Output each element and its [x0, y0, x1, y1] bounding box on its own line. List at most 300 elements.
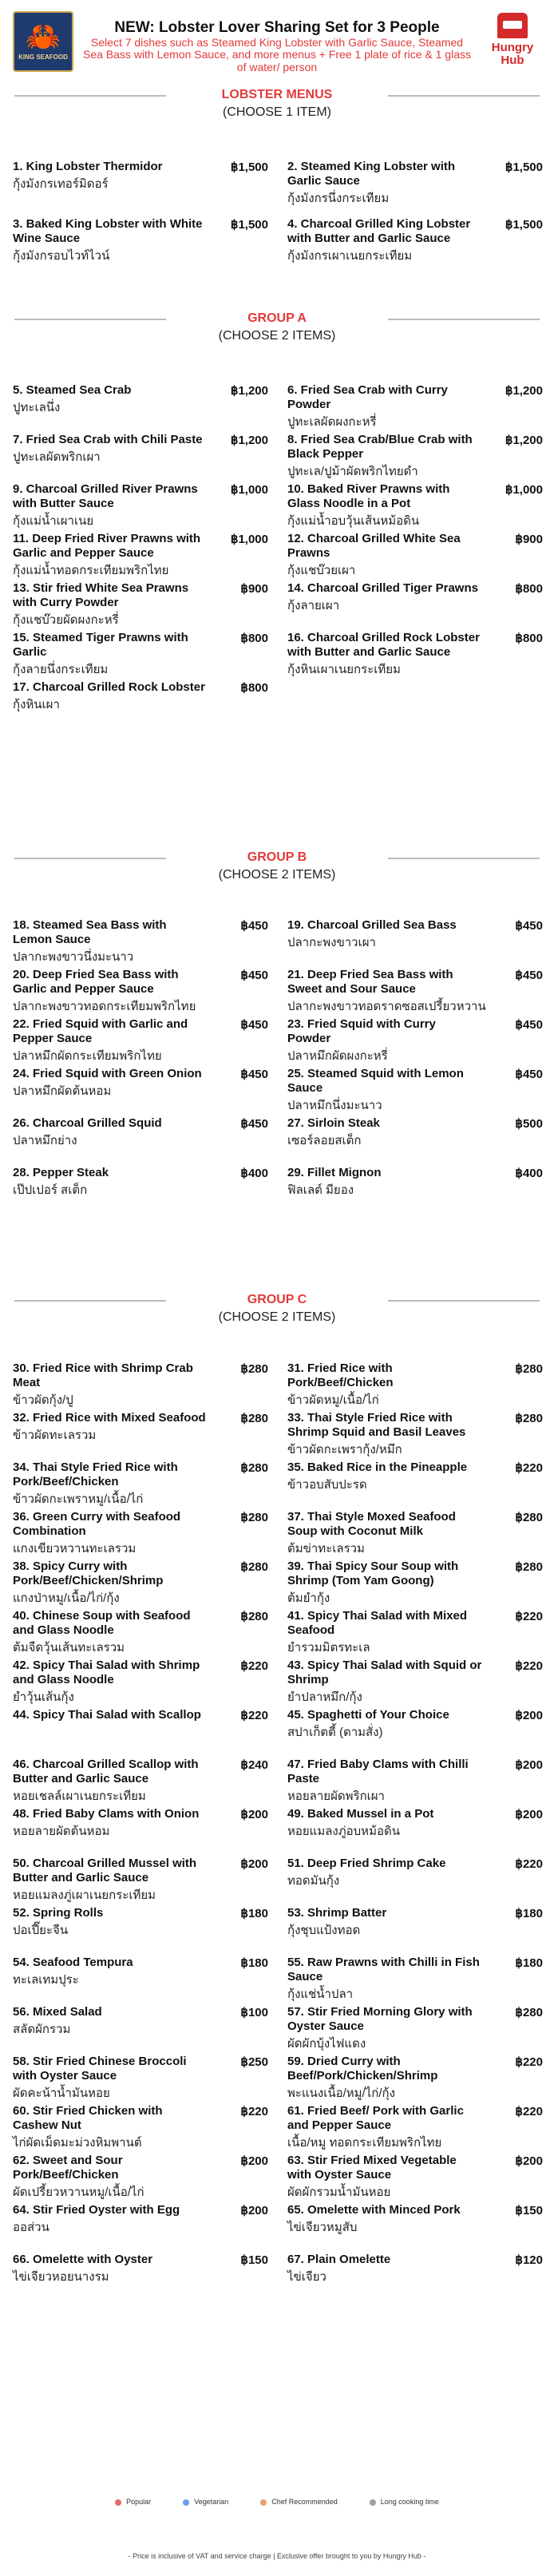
divider: [14, 1300, 166, 1302]
item-price: ฿220: [515, 2055, 543, 2069]
item-name: 11. Deep Fried River Prawns with Garlic and Pepper Sauce: [13, 532, 201, 560]
menu-item: [13, 160, 268, 192]
item-thai-name: ปูทะเลนึ่ง: [13, 401, 61, 414]
item-price: ฿450: [515, 1018, 543, 1032]
item-thai-name: เนื้อ/หมู ทอดกระเทียมพริกไทย: [287, 2136, 442, 2150]
promo-text: Select 7 dishes such as Steamed King Lobster with Garlic Sauce, Steamed Sea Bass with Lemon Sauce, and more menus + Free 1 plate of rice & 1 glass of water/ person: [83, 36, 471, 73]
menu-item: [13, 1807, 268, 1839]
item-thai-name: ข้าวอบสับปะรด: [287, 1478, 367, 1492]
item-thai-name: ผัดผักบุ้งไฟแดง: [287, 2037, 366, 2051]
item-price: ฿280: [240, 1412, 268, 1425]
item-name: 59. Dried Curry with Beef/Pork/Chicken/Shrimp: [287, 2055, 438, 2083]
item-price: ฿1,200: [505, 434, 543, 447]
item-name: 54. Seafood Tempura: [13, 1956, 133, 1969]
item-price: ฿200: [240, 1808, 268, 1821]
menu-item: [13, 2005, 268, 2037]
menu-item: [13, 1559, 268, 1606]
legend-entry: [115, 2498, 151, 2506]
menu-item: [13, 1708, 268, 1726]
item-name: 4. Charcoal Grilled King Lobster with Butter and Garlic Sauce: [287, 217, 471, 245]
menu-item: [287, 482, 543, 529]
item-thai-name: กุ้งชุบแป้งทอด: [287, 1924, 361, 1937]
section-subtitle: (CHOOSE 2 ITEMS): [218, 1310, 336, 1324]
item-name: 35. Baked Rice in the Pineapple: [287, 1460, 468, 1474]
menu-item: [13, 1166, 268, 1198]
item-name: 46. Charcoal Grilled Scallop with Butter and Garlic Sauce: [13, 1758, 199, 1785]
item-name: 16. Charcoal Grilled Rock Lobster with Butter and Garlic Sauce: [287, 631, 480, 659]
divider: [388, 319, 540, 320]
item-name: 40. Chinese Soup with Seafood and Glass Noodle: [13, 1609, 191, 1637]
menu-item: [287, 1067, 543, 1113]
section-title: GROUP B: [247, 850, 307, 864]
item-name: 3. Baked King Lobster with White Wine Sauce: [13, 217, 203, 245]
item-name: 43. Spicy Thai Salad with Squid or Shrimp: [287, 1659, 482, 1686]
item-name: 34. Thai Style Fried Rice with Pork/Beef/Chicken: [13, 1460, 178, 1488]
section-title: GROUP A: [247, 311, 307, 325]
menu-item: [287, 2203, 543, 2235]
menu-item: [287, 2154, 543, 2200]
footer-note: - Price is inclusive of VAT and service charge | Exclusive offer brought to you by Hungry Hub -: [128, 2552, 426, 2560]
item-name: 26. Charcoal Grilled Squid: [13, 1116, 162, 1130]
item-thai-name: ปูทะเลผัดผงกะหรี่: [287, 415, 377, 429]
legend-label: Chef Recommended: [271, 2498, 338, 2506]
item-name: 64. Stir Fried Oyster with Egg: [13, 2203, 180, 2217]
item-price: ฿180: [515, 1907, 543, 1920]
item-price: ฿1,200: [505, 384, 543, 398]
item-thai-name: ยำรวมมิตรทะเล: [287, 1641, 370, 1655]
section-subtitle: (CHOOSE 2 ITEMS): [218, 868, 336, 882]
menu-item: [13, 631, 268, 677]
item-name: 56. Mixed Salad: [13, 2005, 102, 2019]
item-price: ฿800: [240, 632, 268, 645]
item-thai-name: เซอร์ลอยสเต็ก: [287, 1134, 362, 1147]
item-price: ฿800: [515, 582, 543, 596]
menu-item: [287, 581, 543, 613]
item-name: 23. Fried Squid with Curry Powder: [287, 1017, 436, 1045]
item-name: 25. Steamed Squid with Lemon Sauce: [287, 1067, 464, 1095]
menu-item: [287, 217, 543, 264]
legend-dot-icon: [260, 2499, 267, 2506]
item-price: ฿220: [240, 1709, 268, 1722]
item-price: ฿280: [240, 1560, 268, 1574]
item-thai-name: หอยเชลล์เผาเนยกระเทียม: [13, 1789, 146, 1803]
item-price: ฿100: [240, 2006, 268, 2019]
restaurant-brand: KING SEAFOOD: [18, 53, 68, 61]
item-name: 60. Stir Fried Chicken with Cashew Nut: [13, 2104, 163, 2132]
item-price: ฿120: [515, 2253, 543, 2267]
item-name: 42. Spicy Thai Salad with Shrimp and Glass Noodle: [13, 1659, 200, 1686]
item-price: ฿280: [240, 1461, 268, 1475]
hungry-hub-name: Hungry Hub: [491, 41, 534, 67]
item-name: 33. Thai Style Fried Rice with Shrimp Squid and Basil Leaves: [287, 1411, 466, 1439]
item-name: 10. Baked River Prawns with Glass Noodle in a Pot: [287, 482, 450, 510]
menu-item: [287, 1906, 543, 1938]
item-name: 49. Baked Mussel in a Pot: [287, 1807, 434, 1821]
item-thai-name: หอยลายผัดพริกเผา: [287, 1789, 385, 1803]
item-price: ฿1,200: [230, 434, 268, 447]
menu-item: [13, 1659, 268, 1705]
item-price: ฿1,000: [505, 483, 543, 497]
item-name: 8. Fried Sea Crab/Blue Crab with Black Pepper: [287, 433, 473, 461]
menu-item: [287, 1460, 543, 1492]
item-price: ฿240: [240, 1758, 268, 1772]
item-name: 14. Charcoal Grilled Tiger Prawns: [287, 581, 478, 595]
item-thai-name: ปลากะพงขาวทอดราดซอสเปรี้ยวหวาน: [287, 1000, 486, 1013]
legend-entry: [260, 2498, 338, 2506]
item-price: ฿200: [515, 1709, 543, 1722]
menu-item: [13, 1361, 268, 1408]
menu-item: [287, 968, 543, 1014]
item-thai-name: ปลาหมึกย่าง: [13, 1134, 77, 1147]
item-name: 55. Raw Prawns with Chilli in Fish Sauce: [287, 1956, 480, 1984]
legend-dot-icon: [183, 2499, 189, 2506]
item-thai-name: ปลากะพงขาวนึ่งมะนาว: [13, 950, 134, 964]
item-thai-name: กุ้งแม่น้ำเผาเนย: [13, 514, 94, 528]
item-name: 62. Sweet and Sour Pork/Beef/Chicken: [13, 2154, 123, 2182]
item-price: ฿450: [240, 1018, 268, 1032]
item-name: 6. Fried Sea Crab with Curry Powder: [287, 383, 448, 411]
item-price: ฿220: [240, 1659, 268, 1673]
item-price: ฿450: [240, 969, 268, 982]
item-price: ฿180: [240, 1956, 268, 1970]
menu-item: [287, 383, 543, 430]
menu-item: [287, 1559, 543, 1606]
item-thai-name: แกงเขียวหวานทะเลรวม: [13, 1542, 137, 1556]
menu-item: [13, 1017, 268, 1064]
item-price: ฿150: [515, 2204, 543, 2217]
page-title: NEW: Lobster Lover Sharing Set for 3 People: [114, 19, 440, 36]
menu-item: [287, 2253, 543, 2285]
menu-item: [13, 680, 268, 712]
menu-item: [13, 2203, 268, 2235]
divider: [14, 858, 166, 859]
menu-item: [287, 160, 543, 206]
item-price: ฿180: [515, 1956, 543, 1970]
item-price: ฿1,500: [230, 161, 268, 174]
item-price: ฿800: [515, 632, 543, 645]
item-price: ฿250: [240, 2055, 268, 2069]
item-thai-name: เป๊ปเปอร์ สเต็ก: [13, 1183, 88, 1197]
item-thai-name: กุ้งมังกรอบไวท์ไวน์: [13, 249, 110, 263]
menu-item: [287, 1017, 543, 1064]
item-thai-name: กุ้งแชบ๊วยผัดผงกะหรี่: [13, 613, 119, 627]
item-thai-name: ยำปลาหมึก/กุ้ง: [287, 1690, 362, 1704]
item-name: 18. Steamed Sea Bass with Lemon Sauce: [13, 918, 167, 946]
item-thai-name: ผัดคะน้าน้ำมันหอย: [13, 2087, 110, 2100]
item-thai-name: ปลาหมึกผัดผงกะหรี่: [287, 1049, 388, 1063]
menu-item: [287, 1857, 543, 1888]
section-group-b: [0, 849, 554, 884]
item-thai-name: ผัดเปรี้ยวหวานหมู/เนื้อ/ไก่: [13, 2186, 144, 2199]
menu-item: [287, 1758, 543, 1804]
hungry-hub-logo: [487, 13, 538, 67]
item-price: ฿280: [240, 1362, 268, 1376]
item-thai-name: ปลากะพงขาวเผา: [287, 936, 376, 949]
item-price: ฿280: [515, 1560, 543, 1574]
item-price: ฿450: [240, 1068, 268, 1081]
item-thai-name: หอยลายผัดต้นหอม: [13, 1825, 110, 1838]
item-name: 12. Charcoal Grilled White Sea Prawns: [287, 532, 461, 560]
menu-item: [287, 1361, 543, 1408]
section-title: GROUP C: [247, 1293, 307, 1306]
item-thai-name: กุ้งแชบ๊วยเผา: [287, 564, 356, 577]
section-subtitle: (CHOOSE 1 ITEM): [222, 105, 331, 119]
menu-item: [287, 433, 543, 479]
item-name: 7. Fried Sea Crab with Chili Paste: [13, 433, 203, 446]
menu-item: [13, 1609, 268, 1655]
item-price: ฿220: [515, 1659, 543, 1673]
item-name: 20. Deep Fried Sea Bass with Garlic and Pepper Sauce: [13, 968, 179, 996]
item-price: ฿1,500: [505, 161, 543, 174]
section-lobster: [0, 86, 554, 121]
item-name: 30. Fried Rice with Shrimp Crab Meat: [13, 1361, 193, 1389]
item-price: ฿200: [515, 1808, 543, 1821]
menu-item: [13, 433, 268, 465]
item-thai-name: ต้มจืดวุ้นเส้นทะเลรวม: [13, 1641, 125, 1655]
item-thai-name: ทอดมันกุ้ง: [287, 1874, 340, 1888]
item-price: ฿800: [240, 681, 268, 695]
legend-dot-icon: [115, 2499, 121, 2506]
item-thai-name: กุ้งลายเผา: [287, 599, 340, 612]
menu-item: [13, 1067, 268, 1099]
item-price: ฿220: [515, 1610, 543, 1623]
item-thai-name: กุ้งแม่น้ำทอดกระเทียมพริกไทย: [13, 564, 169, 577]
menu-item: [13, 1857, 268, 1903]
menu-item: [287, 1807, 543, 1839]
menu-item: [13, 2154, 268, 2200]
item-name: 32. Fried Rice with Mixed Seafood: [13, 1411, 206, 1425]
menu-item: [13, 1460, 268, 1507]
item-thai-name: กุ้งหินเผาเนยกระเทียม: [287, 663, 401, 676]
item-name: 50. Charcoal Grilled Mussel with Butter and Garlic Sauce: [13, 1857, 197, 1884]
item-thai-name: ข้าวผัดหมู/เนื้อ/ไก่: [287, 1393, 379, 1407]
item-price: ฿1,000: [230, 483, 268, 497]
legend-label: Vegetarian: [194, 2498, 229, 2506]
legend-label: Popular: [126, 2498, 152, 2506]
chef-hat-icon: [497, 13, 528, 38]
item-price: ฿280: [515, 1511, 543, 1524]
item-thai-name: ยำวุ้นเส้นกุ้ง: [13, 1690, 74, 1704]
section-group-a: [0, 310, 554, 345]
menu-item: [13, 2253, 268, 2285]
section-subtitle: (CHOOSE 2 ITEMS): [218, 329, 336, 343]
item-name: 61. Fried Beef/ Pork with Garlic and Pepper Sauce: [287, 2104, 464, 2132]
item-thai-name: ปูทะเล/ปูม้าผัดพริกไทยดำ: [287, 465, 418, 478]
item-thai-name: ฟิลเลต์ มียอง: [287, 1183, 354, 1197]
section-title: LOBSTER MENUS: [221, 88, 333, 101]
crab-icon: 🦀: [25, 19, 61, 53]
item-name: 63. Stir Fried Mixed Vegetable with Oyster Sauce: [287, 2154, 457, 2182]
item-price: ฿200: [240, 2204, 268, 2217]
item-price: ฿280: [515, 1362, 543, 1376]
menu-item: [287, 631, 543, 677]
item-price: ฿280: [515, 1412, 543, 1425]
item-thai-name: แกงป่าหมู/เนื้อ/ไก่/กุ้ง: [13, 1591, 120, 1605]
item-price: ฿200: [240, 2154, 268, 2168]
item-price: ฿220: [240, 2105, 268, 2118]
menu-item: [13, 918, 268, 965]
menu-item: [287, 1166, 543, 1198]
divider: [14, 95, 166, 97]
item-thai-name: ปูทะเลผัดพริกเผา: [13, 450, 101, 464]
menu-item: [13, 1906, 268, 1938]
legend-entry: [183, 2498, 228, 2506]
legend-dot-icon: [370, 2499, 376, 2506]
item-thai-name: หอยแมลงภู่อบหม้อดิน: [287, 1825, 400, 1838]
section-group-c: [0, 1291, 554, 1326]
item-price: ฿450: [515, 969, 543, 982]
item-price: ฿450: [240, 1117, 268, 1131]
item-price: ฿900: [240, 582, 268, 596]
divider: [14, 319, 166, 320]
restaurant-logo: [13, 11, 73, 72]
item-name: 37. Thai Style Moxed Seafood Soup with Coconut Milk: [287, 1510, 456, 1538]
menu-item: [287, 1510, 543, 1556]
item-name: 66. Omelette with Oyster: [13, 2253, 153, 2266]
item-thai-name: สลัดผักรวม: [13, 2023, 71, 2036]
item-name: 9. Charcoal Grilled River Prawns with Butter Sauce: [13, 482, 198, 510]
item-thai-name: ต้มยำกุ้ง: [287, 1591, 330, 1605]
item-price: ฿200: [240, 1857, 268, 1871]
item-price: ฿200: [515, 2154, 543, 2168]
item-name: 41. Spicy Thai Salad with Mixed Seafood: [287, 1609, 468, 1637]
item-thai-name: ไก่ผัดเม็ดมะม่วงหิมพานต์: [13, 2136, 142, 2150]
item-name: 28. Pepper Steak: [13, 1166, 109, 1179]
item-price: ฿1,000: [230, 533, 268, 546]
item-name: 53. Shrimp Batter: [287, 1906, 387, 1920]
item-name: 45. Spaghetti of Your Choice: [287, 1708, 449, 1722]
item-price: ฿400: [515, 1167, 543, 1180]
item-name: 48. Fried Baby Clams with Onion: [13, 1807, 200, 1821]
menu-item: [287, 918, 543, 950]
item-price: ฿280: [240, 1511, 268, 1524]
item-thai-name: ข้าวผัดทะเลรวม: [13, 1429, 97, 1442]
item-price: ฿180: [240, 1907, 268, 1920]
item-price: ฿500: [515, 1117, 543, 1131]
item-name: 38. Spicy Curry with Pork/Beef/Chicken/Shrimp: [13, 1559, 164, 1587]
item-price: ฿450: [515, 919, 543, 933]
item-thai-name: กุ้งลายนึ่งกระเทียม: [13, 663, 109, 676]
item-name: 65. Omelette with Minced Pork: [287, 2203, 461, 2217]
menu-item: [13, 1510, 268, 1556]
item-price: ฿280: [240, 1610, 268, 1623]
item-name: 58. Stir Fried Chinese Broccoli with Oyster Sauce: [13, 2055, 187, 2083]
item-thai-name: ปลาหมึกผัดต้นหอม: [13, 1084, 112, 1098]
item-thai-name: ปอเปี๊ยะจีน: [13, 1924, 69, 1937]
item-name: 31. Fried Rice with Pork/Beef/Chicken: [287, 1361, 394, 1389]
item-name: 17. Charcoal Grilled Rock Lobster: [13, 680, 205, 694]
item-thai-name: ทะเลเทมปุระ: [13, 1973, 79, 1987]
menu-item: [13, 482, 268, 529]
item-thai-name: กุ้งมังกรเผาเนยกระเทียม: [287, 249, 413, 263]
menu-item: [13, 2104, 268, 2150]
menu-item: [13, 383, 268, 415]
item-name: 22. Fried Squid with Garlic and Pepper Sauce: [13, 1017, 188, 1045]
menu-item: [287, 2055, 543, 2101]
item-name: 19. Charcoal Grilled Sea Bass: [287, 918, 457, 932]
menu-item: [287, 2005, 543, 2051]
menu-item: [287, 1116, 543, 1148]
item-name: 13. Stir fried White Sea Prawns with Curry Powder: [13, 581, 189, 609]
item-price: ฿900: [515, 533, 543, 546]
item-thai-name: ปลาหมึกนึ่งมะนาว: [287, 1099, 382, 1112]
item-price: ฿450: [240, 919, 268, 933]
item-price: ฿200: [515, 1758, 543, 1772]
item-price: ฿450: [515, 1068, 543, 1081]
item-name: 24. Fried Squid with Green Onion: [13, 1067, 202, 1080]
item-thai-name: กุ้งมังกรนึ่งกระเทียม: [287, 192, 390, 205]
menu-item: [287, 1659, 543, 1705]
menu-item: [13, 2055, 268, 2101]
item-name: 27. Sirloin Steak: [287, 1116, 380, 1130]
divider: [388, 858, 540, 859]
item-name: 51. Deep Fried Shrimp Cake: [287, 1857, 446, 1870]
item-price: ฿1,500: [505, 218, 543, 232]
item-price: ฿400: [240, 1167, 268, 1180]
item-thai-name: ไข่เจียว: [287, 2270, 326, 2284]
legend-entry: [370, 2498, 439, 2506]
item-name: 15. Steamed Tiger Prawns with Garlic: [13, 631, 188, 659]
menu-item: [287, 1708, 543, 1740]
item-name: 47. Fried Baby Clams with Chilli Paste: [287, 1758, 469, 1785]
item-thai-name: ข้าวผัดกุ้ง/ปู: [13, 1393, 73, 1407]
menu-item: [13, 1411, 268, 1443]
item-price: ฿1,200: [230, 384, 268, 398]
item-thai-name: ไข่เจียวหมูสับ: [287, 2221, 358, 2234]
menu-item: [13, 1116, 268, 1148]
item-name: 57. Stir Fried Morning Glory with Oyster Sauce: [287, 2005, 473, 2033]
menu-item: [13, 1956, 268, 1987]
item-price: ฿220: [515, 2105, 543, 2118]
legend: [0, 2498, 554, 2506]
item-name: 2. Steamed King Lobster with Garlic Sauce: [287, 160, 456, 188]
menu-item: [287, 1956, 543, 2002]
item-thai-name: ออส่วน: [13, 2221, 49, 2234]
item-thai-name: กุ้งแม่น้ำอบวุ้นเส้นหม้อดิน: [287, 514, 420, 528]
item-name: 36. Green Curry with Seafood Combination: [13, 1510, 181, 1538]
item-thai-name: หอยแมลงภู่เผาเนยกระเทียม: [13, 1888, 156, 1902]
item-thai-name: ข้าวผัดกะเพราหมู/เนื้อ/ไก่: [13, 1492, 144, 1506]
item-price: ฿220: [515, 1461, 543, 1475]
legend-label: Long cooking time: [380, 2498, 439, 2506]
item-name: 5. Steamed Sea Crab: [13, 383, 132, 397]
item-thai-name: กุ้งมังกรเทอร์มิดอร์: [13, 177, 109, 191]
item-thai-name: ปลาหมึกผัดกระเทียมพริกไทย: [13, 1049, 162, 1063]
menu-item: [287, 1609, 543, 1655]
item-thai-name: ต้มข่าทะเลรวม: [287, 1542, 365, 1556]
menu-item: [287, 532, 543, 578]
item-price: ฿280: [515, 2006, 543, 2019]
item-thai-name: สปาเก็ตตี้ (ตามสั่ง): [287, 1726, 383, 1739]
item-thai-name: ไข่เจียวหอยนางรม: [13, 2270, 109, 2284]
menu-item: [287, 2104, 543, 2150]
item-thai-name: ข้าวผัดกะเพรากุ้ง/หมึก: [287, 1443, 402, 1456]
item-name: 29. Fillet Mignon: [287, 1166, 382, 1179]
item-thai-name: พะแนงเนื้อ/หมู/ไก่/กุ้ง: [287, 2087, 395, 2100]
header: [0, 0, 554, 80]
item-price: ฿150: [240, 2253, 268, 2267]
menu-item: [13, 1758, 268, 1804]
item-name: 67. Plain Omelette: [287, 2253, 391, 2266]
menu-item: [13, 532, 268, 578]
item-name: 52. Spring Rolls: [13, 1906, 104, 1920]
menu-item: [13, 968, 268, 1014]
item-name: 21. Deep Fried Sea Bass with Sweet and Sour Sauce: [287, 968, 453, 996]
item-price: ฿1,500: [230, 218, 268, 232]
item-thai-name: ผัดผักรวมน้ำมันหอย: [287, 2186, 391, 2199]
menu-item: [13, 581, 268, 628]
item-name: 39. Thai Spicy Sour Soup with Shrimp (Tom Yam Goong): [287, 1559, 459, 1587]
